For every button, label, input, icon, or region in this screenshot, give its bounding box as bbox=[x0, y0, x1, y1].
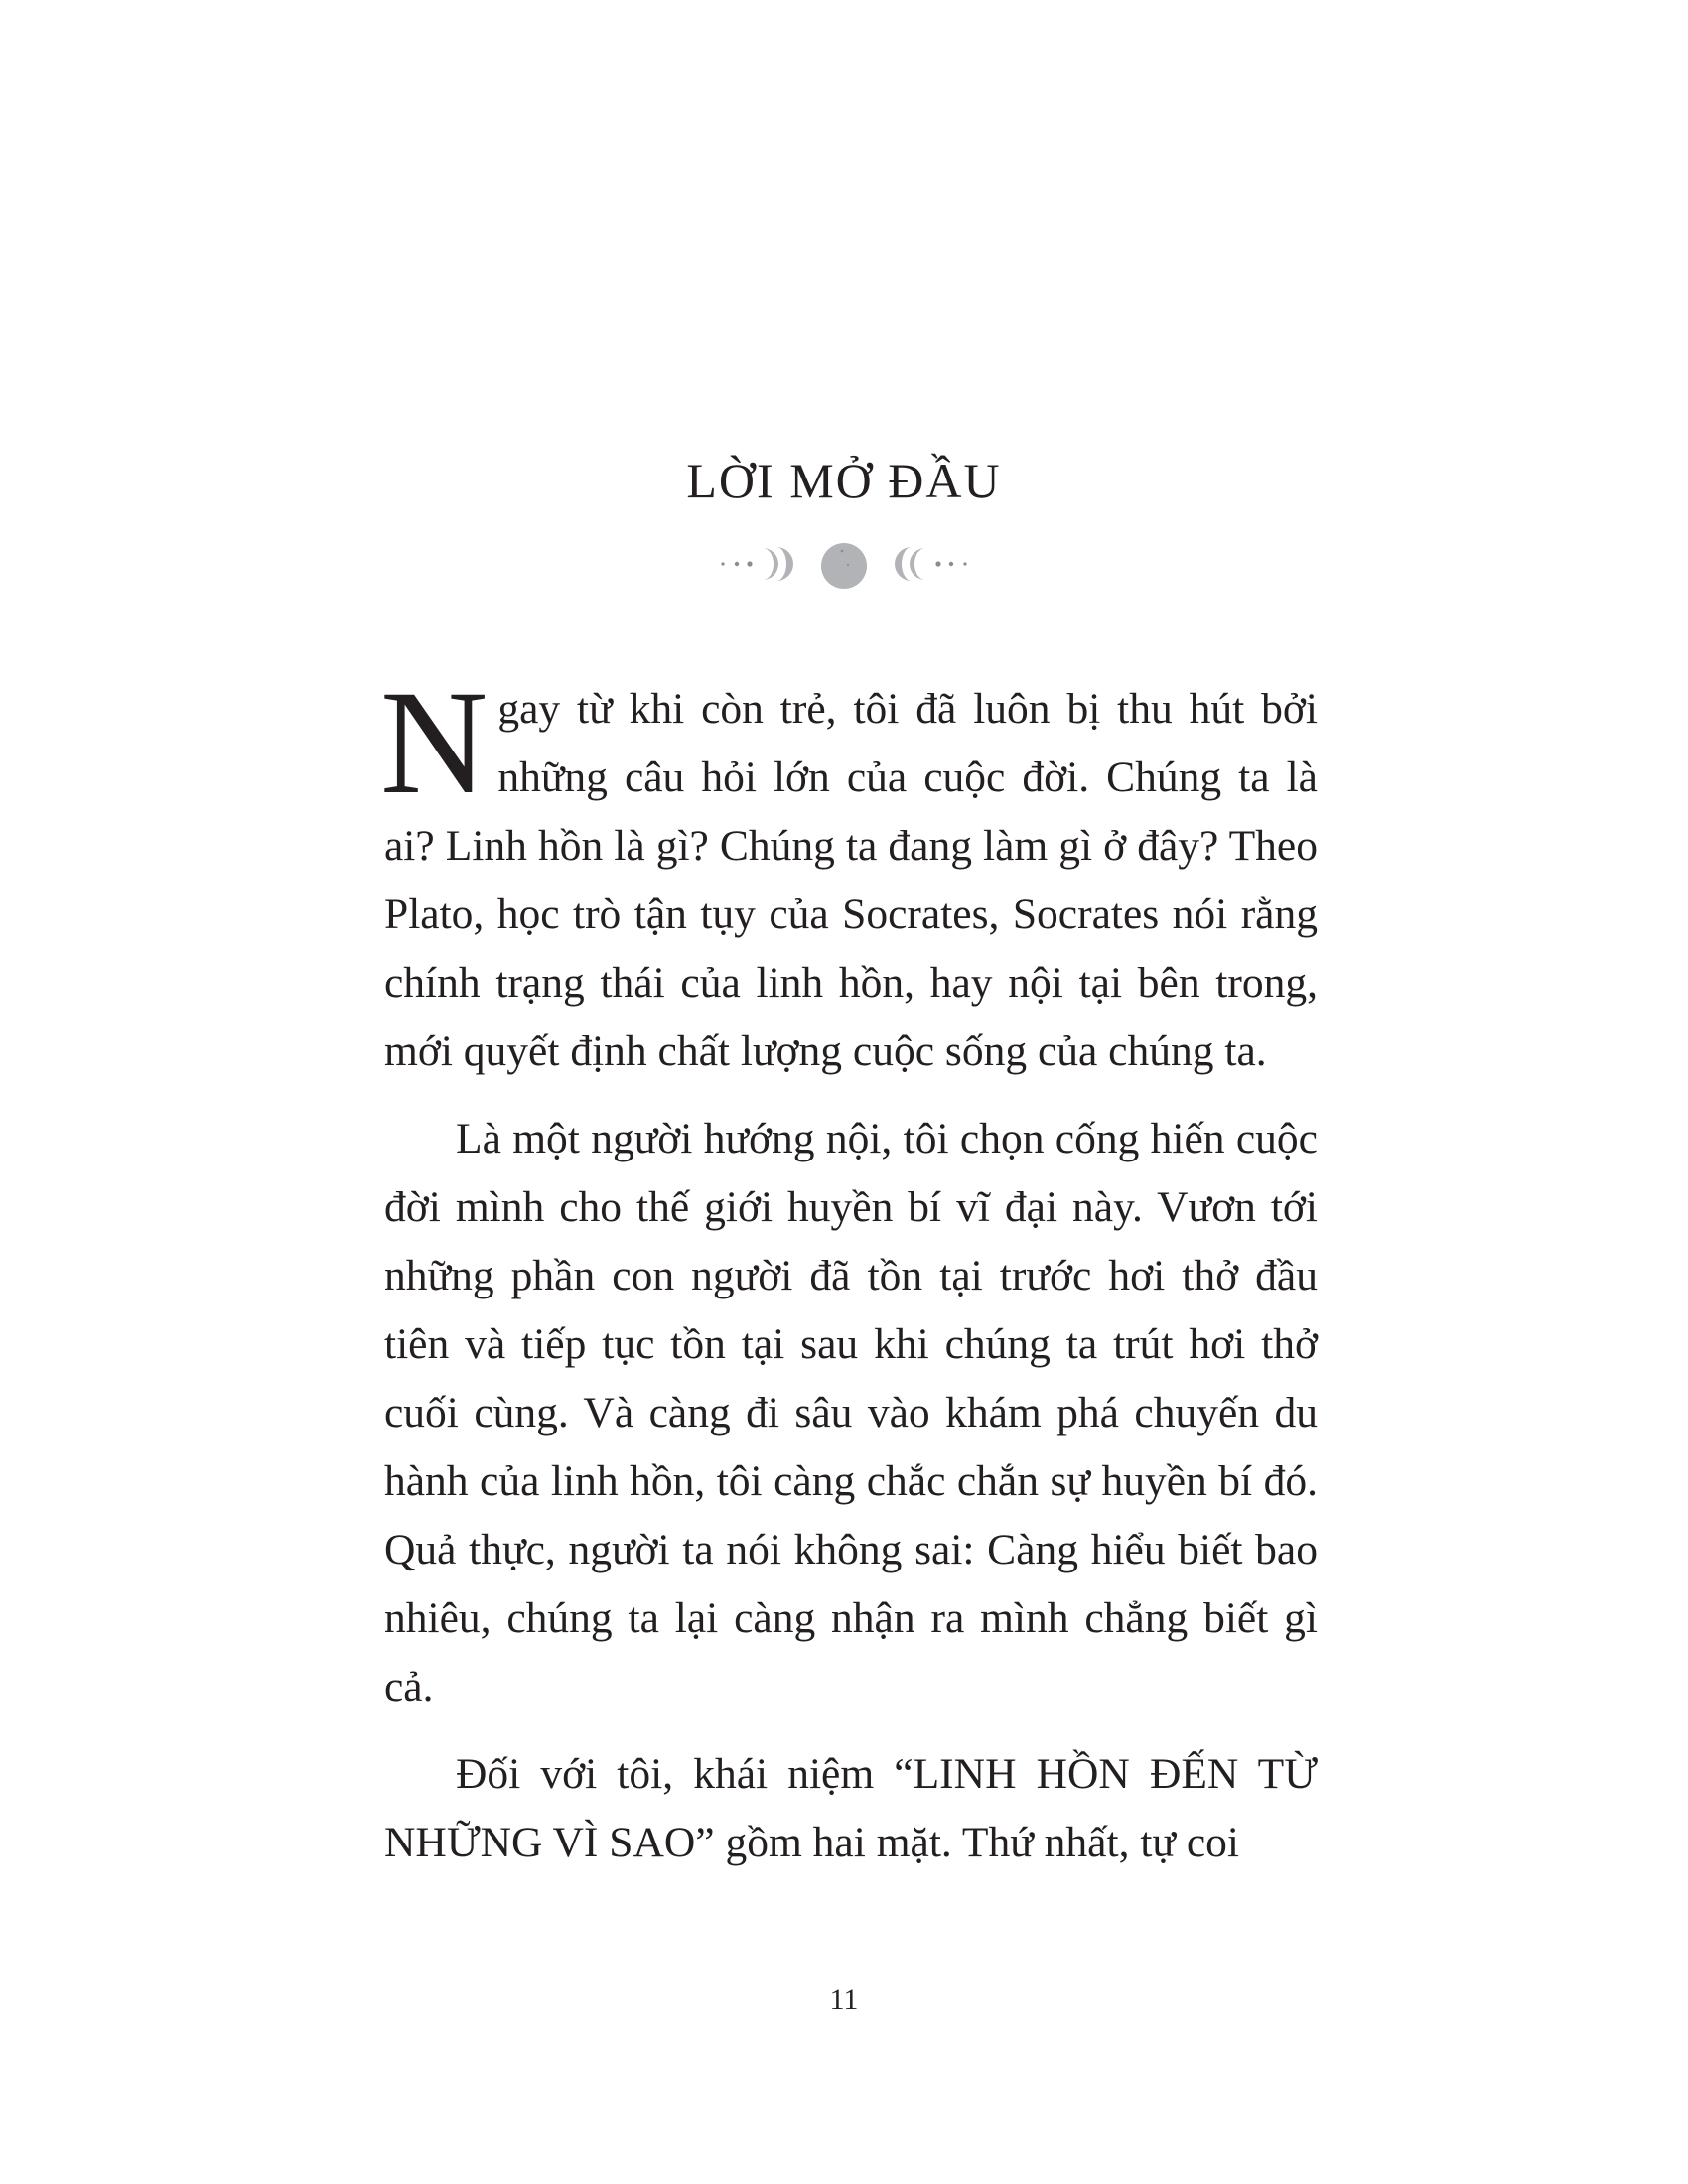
ornament-dot-right-1 bbox=[935, 561, 940, 566]
ornament-crescent-right-1 bbox=[895, 547, 912, 581]
paragraph-2: Là một người hướng nội, tôi chọn cống hiến cuộc đời mình cho thế giới huyền bí vĩ đại này. Vươn tới những phần con người đã tồn tại trước hơi thở đầu tiên và tiếp tục tồn tại sau khi chúng ta trút hơi thở cuối cùng. Và càng đi sâu vào khám phá chuyến du hành của linh hồn, tôi càng chắc chắn sự huyền bí đó. Quả thực, người ta nói không sai: Càng hiểu biết bao nhiêu, chúng ta lại càng nhận ra mình chẳng biết gì cả. bbox=[384, 1115, 1318, 1710]
moon-phases-ornament-icon bbox=[715, 541, 973, 601]
body-text bbox=[380, 660, 1318, 1896]
ornament-crescent-left-2 bbox=[776, 547, 793, 581]
paragraph-3: Đối với tôi, khái niệm “LINH HỒN ĐẾN TỪ NHỮNG VÌ SAO” gồm hai mặt. Thứ nhất, tự coi bbox=[384, 1750, 1318, 1866]
ornament-dot-right-2 bbox=[949, 562, 953, 566]
page-number: 11 bbox=[829, 1983, 859, 2016]
ornament-crescent-right-2 bbox=[910, 548, 925, 580]
ornament-dot-left-2 bbox=[735, 562, 739, 566]
drop-cap: N bbox=[380, 660, 489, 825]
paragraph-1-text: gay từ khi còn trẻ, tôi đã luôn bị thu hút bởi những câu hỏi lớn của cuộc đời. Chúng ta là ai? Linh hồn là gì? Chúng ta đang làm gì ở đây? Theo Plato, học trò tận tụy của Socrates, Socrates nói rằng chính trạng thái của linh hồn, hay nội tại bên trong, mới quyết định chất lượng cuộc sống của chúng ta. bbox=[384, 685, 1318, 1075]
ornament-crescent-left-1 bbox=[763, 548, 778, 580]
paragraph-1 bbox=[380, 660, 1318, 1086]
ornament-dot-left-1 bbox=[721, 562, 724, 565]
ornament-dot-left-3 bbox=[747, 561, 752, 566]
ornament-full-moon bbox=[821, 543, 867, 589]
chapter-title: LỜI MỞ ĐẦU bbox=[686, 453, 1002, 508]
ornament-dot-right-3 bbox=[963, 562, 966, 565]
